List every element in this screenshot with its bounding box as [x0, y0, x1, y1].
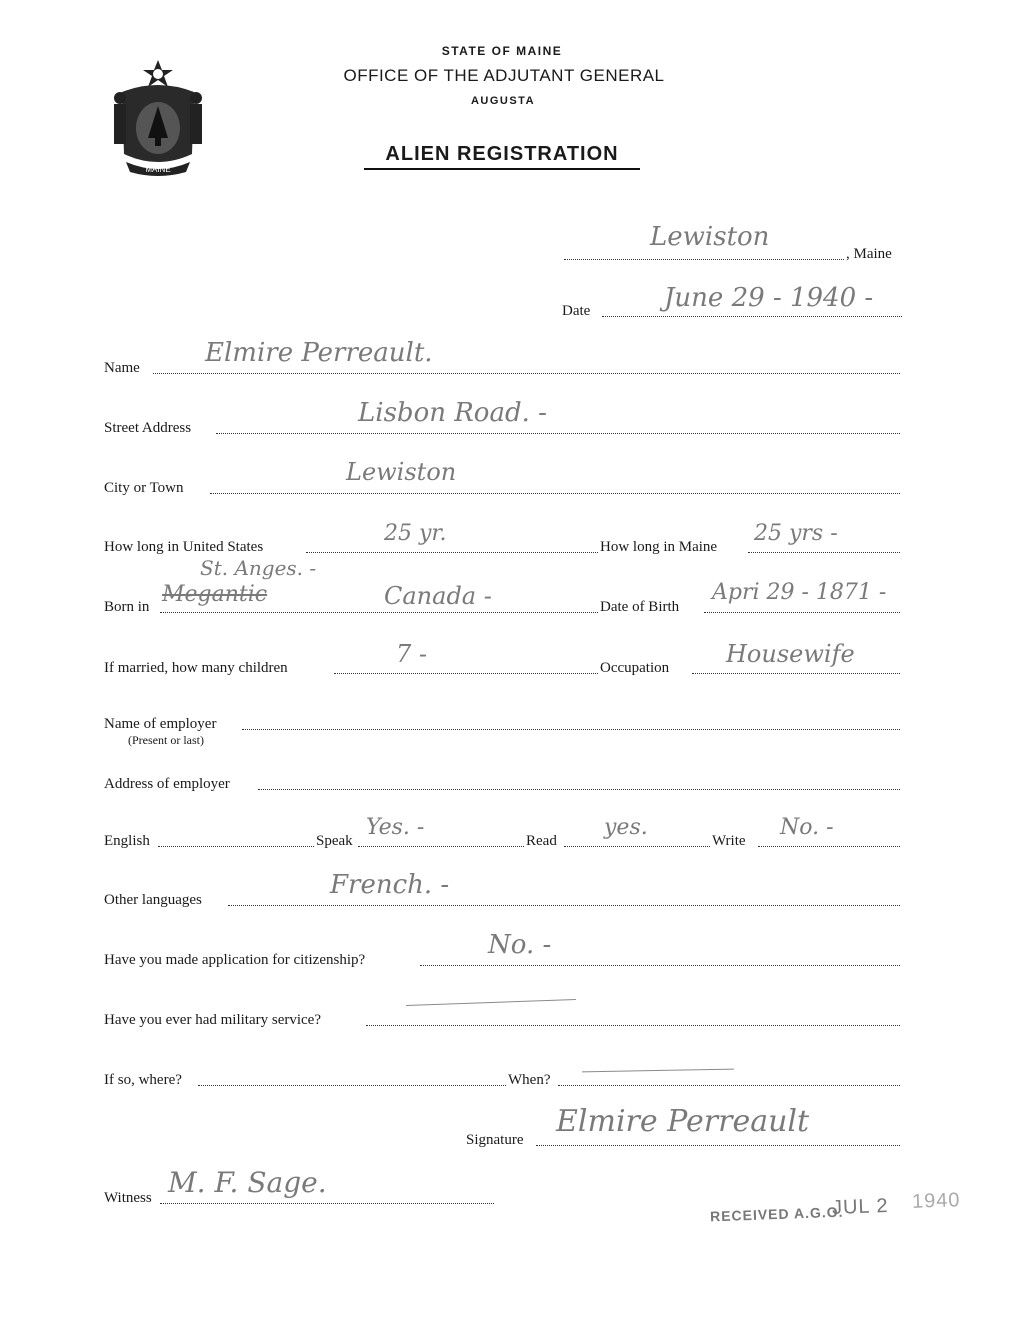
received-stamp-date: JUL 2 [831, 1195, 889, 1219]
city-value[interactable]: Lewiston [346, 458, 457, 486]
date-of-birth-value[interactable]: Apri 29 - 1871 - [712, 580, 887, 605]
date-value[interactable]: June 29 - 1940 - [664, 283, 874, 313]
city-heading: AUGUSTA [470, 95, 536, 107]
date-label: Date [562, 303, 591, 319]
employer-line[interactable] [242, 729, 900, 730]
date-line [602, 316, 902, 317]
when-line [558, 1085, 900, 1086]
how-long-us-line [306, 552, 598, 553]
occupation-label: Occupation [600, 660, 670, 676]
name-value[interactable]: Elmire Perreault. [205, 338, 433, 368]
when-dash-stroke[interactable] [582, 1069, 734, 1074]
employer-label: Name of employer [104, 716, 217, 732]
write-value[interactable]: No. - [780, 815, 834, 840]
children-value[interactable]: 7 - [396, 640, 428, 668]
employer-sublabel: (Present or last) [128, 733, 204, 747]
military-dash-stroke[interactable] [406, 999, 576, 1007]
city-line [210, 493, 900, 494]
state-heading: STATE OF MAINE [441, 44, 563, 58]
born-town-value[interactable]: St. Anges. - [200, 556, 317, 580]
how-long-maine-label: How long in Maine [600, 539, 718, 555]
town-line [564, 259, 844, 260]
other-languages-label: Other languages [104, 892, 202, 908]
other-languages-line [228, 905, 900, 906]
citizenship-line [420, 965, 900, 966]
read-line [564, 846, 710, 847]
employer-address-line[interactable] [258, 789, 900, 790]
born-in-label: Born in [104, 599, 150, 615]
citizenship-value[interactable]: No. - [488, 930, 552, 960]
signature-label: Signature [466, 1132, 524, 1148]
military-label: Have you ever had military service? [104, 1012, 321, 1028]
date-of-birth-label: Date of Birth [600, 599, 680, 615]
witness-label: Witness [104, 1190, 152, 1206]
speak-label: Speak [316, 833, 353, 849]
witness-line [160, 1203, 494, 1204]
born-town-struck-value[interactable]: Megantic [162, 582, 268, 607]
form-title: ALIEN REGISTRATION [385, 143, 619, 165]
how-long-maine-value[interactable]: 25 yrs - [754, 521, 838, 546]
how-long-maine-line [748, 552, 900, 553]
write-line [758, 846, 900, 847]
write-label: Write [712, 833, 746, 849]
how-long-us-label: How long in United States [104, 539, 264, 555]
maine-label: , Maine [846, 246, 892, 262]
signature-value[interactable]: Elmire Perreault [556, 1104, 810, 1139]
children-line [334, 673, 598, 674]
military-line [366, 1025, 900, 1026]
name-line [153, 373, 900, 374]
city-label: City or Town [104, 480, 184, 496]
name-label: Name [104, 360, 140, 376]
street-value[interactable]: Lisbon Road. - [358, 398, 547, 428]
born-country-value[interactable]: Canada - [384, 582, 492, 610]
maine-state-seal-icon [106, 58, 210, 176]
office-heading: OFFICE OF THE ADJUTANT GENERAL [343, 66, 665, 85]
children-label: If married, how many children [104, 660, 288, 676]
received-stamp: RECEIVED A.G.O. [709, 1203, 844, 1225]
received-stamp-year: 1940 [911, 1189, 961, 1213]
how-long-us-value[interactable]: 25 yr. [384, 521, 447, 546]
street-line [216, 433, 900, 434]
date-of-birth-line [704, 612, 900, 613]
read-label: Read [526, 833, 557, 849]
speak-value[interactable]: Yes. - [366, 815, 425, 840]
english-label: English [104, 833, 150, 849]
employer-address-label: Address of employer [104, 776, 230, 792]
english-line [158, 846, 314, 847]
where-label: If so, where? [104, 1072, 182, 1088]
citizenship-label: Have you made application for citizenship? [104, 952, 366, 968]
occupation-value[interactable]: Housewife [726, 640, 855, 668]
witness-value[interactable]: M. F. Sage. [168, 1166, 327, 1199]
other-languages-value[interactable]: French. - [330, 870, 450, 900]
read-value[interactable]: yes. [604, 815, 648, 840]
speak-line [358, 846, 524, 847]
occupation-line [692, 673, 900, 674]
town-value[interactable]: Lewiston [650, 222, 770, 252]
born-in-line [160, 612, 598, 613]
when-label: When? [508, 1072, 551, 1088]
where-line[interactable] [198, 1085, 506, 1086]
seal-text: MAINE [145, 165, 171, 174]
signature-line [536, 1145, 900, 1146]
street-label: Street Address [104, 420, 192, 436]
title-underline [364, 168, 640, 170]
